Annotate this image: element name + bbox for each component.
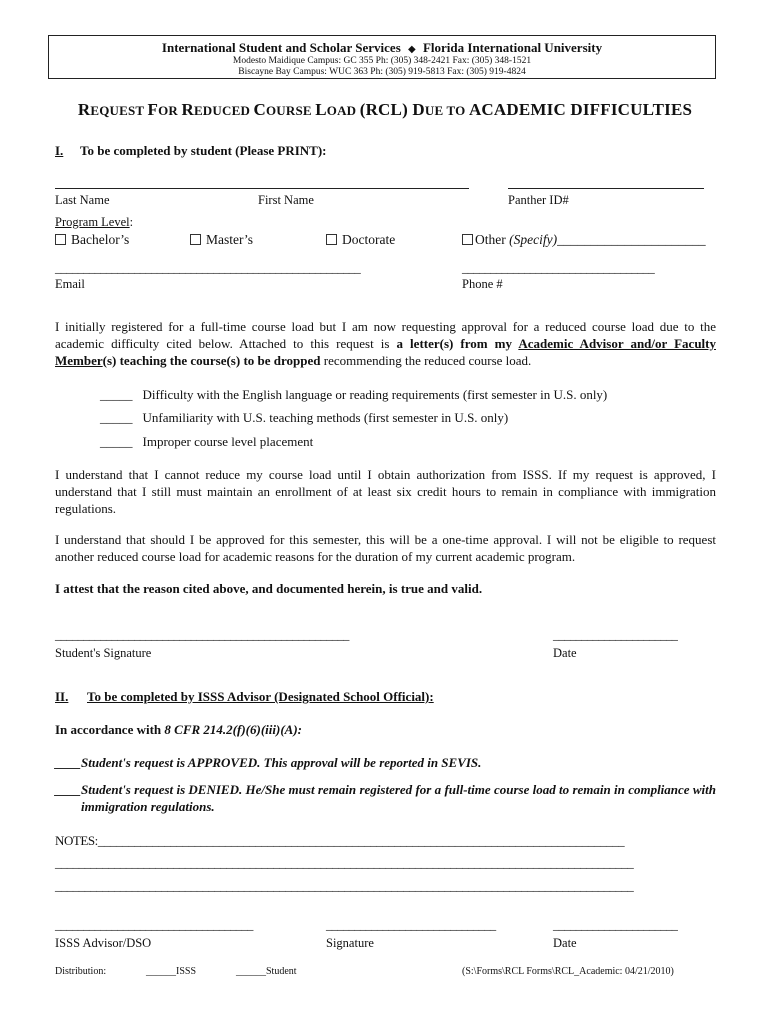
first-name-label: First Name <box>258 193 314 207</box>
specify-input-line[interactable]: ______________________ <box>557 232 706 247</box>
letterhead-box <box>48 35 716 79</box>
section-1-heading: To be completed by student (Please PRINT): <box>80 143 327 158</box>
university-name: Florida International University <box>422 40 603 55</box>
authorization-paragraph: I understand that I cannot reduce my course load until I obtain authorization from ISSS. If my request is approved, I understand that I still must maintain an enrollment of at least six credit hours to remain in compliance with immigration regulations. <box>55 467 716 516</box>
denied-statement: Student's request is DENIED. He/She must remain registered for a full-time course load to remain in compliance with immigration regulations. <box>81 782 716 814</box>
notes-label: NOTES: <box>55 833 98 848</box>
advisor-signature-line[interactable]: ______________________________ <box>326 918 496 932</box>
masters-checkbox[interactable] <box>190 234 201 245</box>
reason-methods-blank[interactable]: _____ <box>100 410 133 425</box>
approved-option: ____Student's request is APPROVED. This approval will be reported in SEVIS. <box>55 755 482 770</box>
advisor-label: ISSS Advisor/DSO <box>55 936 152 950</box>
diamond-icon: ◆ <box>408 44 416 55</box>
name-input-line[interactable] <box>55 188 469 189</box>
reason-english-blank[interactable]: _____ <box>100 387 133 402</box>
doctorate-checkbox[interactable] <box>326 234 337 245</box>
section-2-number: II. <box>55 689 69 704</box>
panther-id-label: Panther ID# <box>508 193 569 207</box>
distribution-student: ______Student <box>236 966 297 977</box>
form-path: (S:\Forms\RCL Forms\RCL_Academic: 04/21/2010) <box>462 966 674 977</box>
section-1-number: I. <box>55 143 64 158</box>
bachelors-checkbox[interactable] <box>55 234 66 245</box>
approved-blank[interactable]: ____ <box>55 755 81 770</box>
phone-input-line[interactable]: __________________________________ <box>462 261 655 275</box>
other-checkbox[interactable] <box>462 234 473 245</box>
advisor-name-line[interactable]: ___________________________________ <box>55 918 253 932</box>
distribution-isss: ______ISSS <box>146 966 197 977</box>
reason-english: _____ Difficulty with the English language or reading requirements (first semester in U.S. only) <box>100 387 608 402</box>
last-name-label: Last Name <box>55 193 110 207</box>
phone-label: Phone # <box>462 277 503 291</box>
student-date-line[interactable]: ______________________ <box>553 628 678 642</box>
campus-line-1: Modesto Maidique Campus: GC 355 Ph: (305) 348-2421 Fax: (305) 348-1521 <box>232 56 532 66</box>
form-title: REQUEST FOR REDUCED COURSE LOAD (RCL) DUE TO ACADEMIC DIFFICULTIES <box>77 100 693 119</box>
org-name: International Student and Scholar Services <box>161 40 401 55</box>
panther-id-input-line[interactable] <box>508 188 704 189</box>
email-input-line[interactable]: ______________________________________________________ <box>55 261 361 275</box>
reason-methods: _____ Unfamiliarity with U.S. teaching methods (first semester in U.S. only) <box>100 410 509 425</box>
distribution-label: Distribution: <box>55 966 107 977</box>
email-label: Email <box>55 277 85 291</box>
accordance-line: In accordance with 8 CFR 214.2(f)(6)(iii)(A): <box>55 722 302 737</box>
program-level-label: Program Level: <box>55 215 134 229</box>
masters-option[interactable]: Master’s <box>190 232 253 248</box>
doctorate-option[interactable]: Doctorate <box>326 232 395 248</box>
denied-blank[interactable]: ____ <box>55 782 81 797</box>
other-option[interactable]: Other (Specify)______________________ <box>462 232 706 248</box>
section-2-heading: To be completed by ISSS Advisor (Designated School Official): <box>87 689 434 704</box>
bachelors-option[interactable]: Bachelor’s <box>55 232 129 248</box>
advisor-date-label: Date <box>553 936 577 950</box>
advisor-date-line[interactable]: ______________________ <box>553 918 678 932</box>
one-time-paragraph: I understand that should I be approved for this semester, this will be a one-time approval. I will not be eligible to request another reduced course load for academic reasons for the duration of my current academic program. <box>55 532 716 564</box>
attest-statement: I attest that the reason cited above, and documented herein, is true and valid. <box>55 581 483 596</box>
reason-placement: _____ Improper course level placement <box>100 434 314 449</box>
student-signature-label: Student's Signature <box>55 646 152 660</box>
request-paragraph: I initially registered for a full-time course load but I am now requesting approval for a reduced course load due to the academic difficulty cited below. Attached to this request is a letter(s) from my Academic Advisor and/or Faculty Member(s) teaching the course(s) to be dropped recommending the reduced course load. <box>55 319 716 368</box>
student-date-label: Date <box>553 646 577 660</box>
advisor-signature-label: Signature <box>326 936 374 950</box>
reason-placement-blank[interactable]: _____ <box>100 434 133 449</box>
notes-line-3[interactable]: __________________________________________________________________________________________________ <box>55 878 634 893</box>
letterhead-title <box>49 40 715 56</box>
notes-line-2[interactable]: __________________________________________________________________________________________________ <box>55 855 634 870</box>
campus-line-2: Biscayne Bay Campus: WUC 363 Ph: (305) 919-5813 Fax: (305) 919-4824 <box>238 67 526 77</box>
student-signature-line[interactable]: ____________________________________________________ <box>55 628 349 642</box>
notes-field[interactable]: NOTES:_______________________________________________________________________________________ <box>55 833 625 848</box>
